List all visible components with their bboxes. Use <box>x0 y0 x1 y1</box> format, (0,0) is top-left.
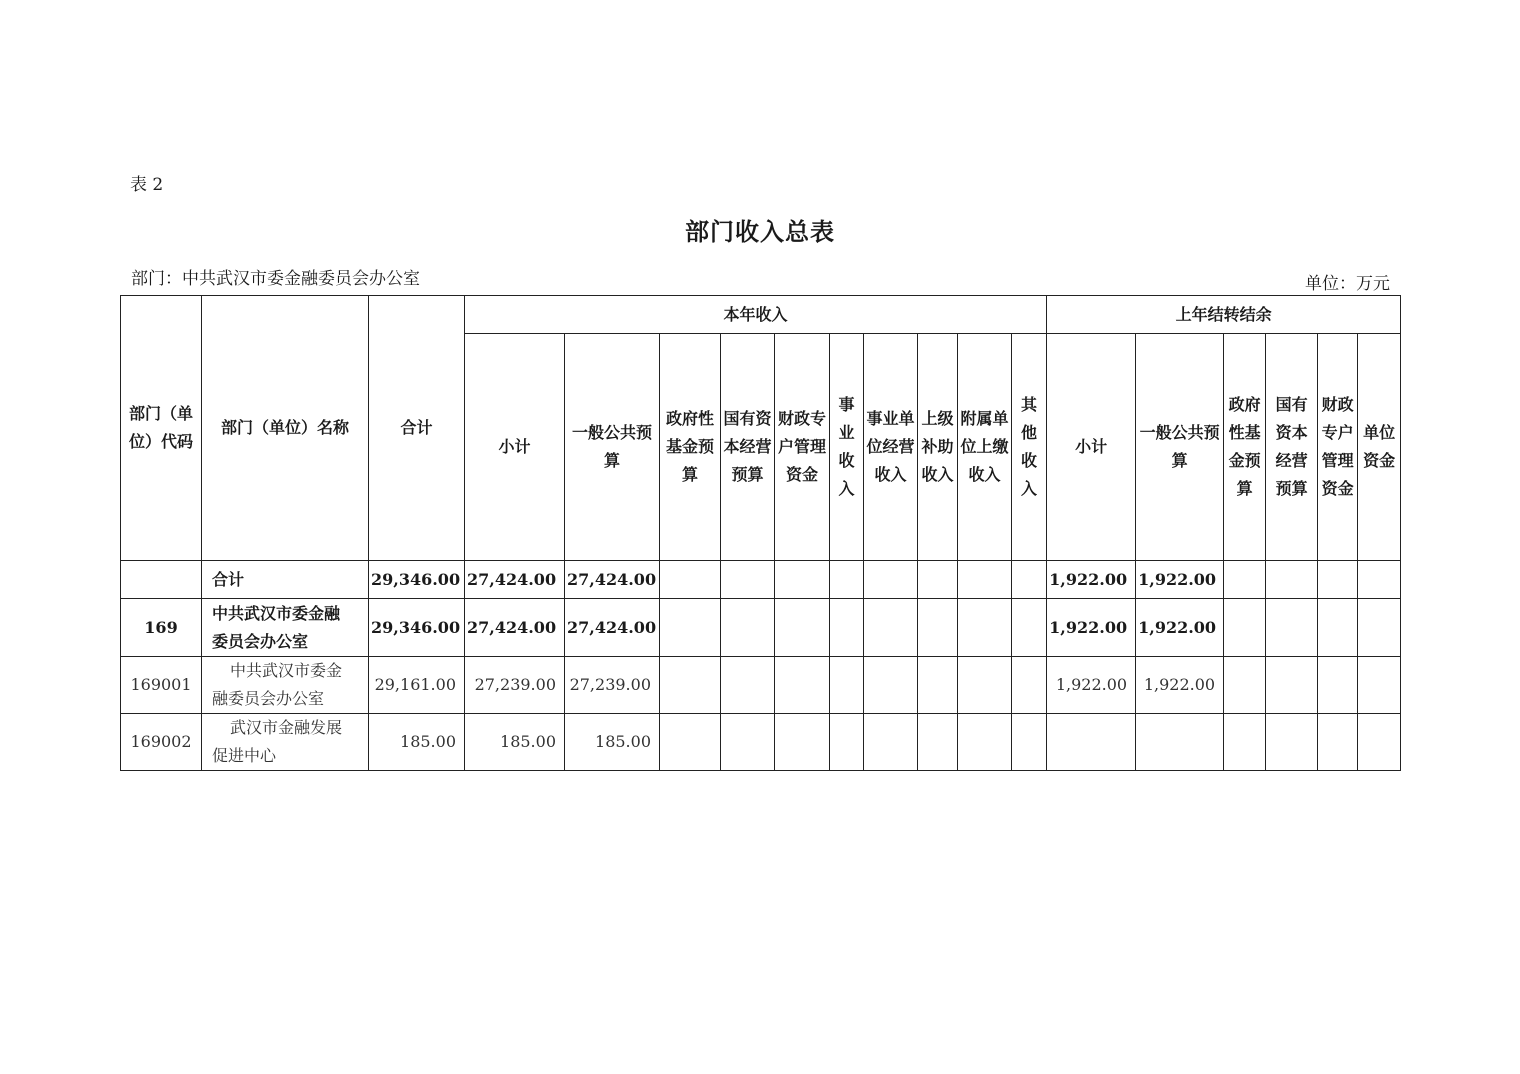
cell-name: 中共武汉市委金融 委员会办公室 <box>202 599 369 657</box>
table-row <box>121 599 1401 657</box>
header-cy-fiscal-special: 财政专户管理资金 <box>775 334 830 561</box>
cell-cy-general: 27,424.00 <box>565 599 660 657</box>
cell-total: 29,346.00 <box>369 561 465 599</box>
cell-total: 185.00 <box>369 714 465 771</box>
table-row <box>121 714 1401 771</box>
header-py-gov-fund: 政府性基金预算 <box>1224 334 1266 561</box>
header-cy-general-budget: 一般公共预算 <box>565 334 660 561</box>
cell-py-subtotal: 1,922.00 <box>1047 657 1136 714</box>
cell-code: 169 <box>121 599 202 657</box>
cell-cy-subtotal: 27,424.00 <box>465 561 565 599</box>
header-py-subtotal: 小计 <box>1047 334 1136 561</box>
cell-py-general: 1,922.00 <box>1136 561 1224 599</box>
cell-cy-general: 27,424.00 <box>565 561 660 599</box>
page-title: 部门收入总表 <box>685 217 835 246</box>
cell-code: 169002 <box>121 714 202 771</box>
header-cy-subtotal: 小计 <box>465 334 565 561</box>
header-cy-gov-fund: 政府性基金预算 <box>660 334 721 561</box>
cell-py-subtotal: 1,922.00 <box>1047 561 1136 599</box>
table-row <box>121 657 1401 714</box>
cell-cy-subtotal: 27,424.00 <box>465 599 565 657</box>
cell-cy-subtotal: 185.00 <box>465 714 565 771</box>
table-row-total <box>121 561 1401 599</box>
cell-py-general: 1,922.00 <box>1136 599 1224 657</box>
header-cy-affiliate-remit: 附属单位上缴收入 <box>958 334 1012 561</box>
income-summary-table <box>120 295 1401 771</box>
header-dept-name: 部门（单位）名称 <box>202 296 369 561</box>
cell-py-general: 1,922.00 <box>1136 657 1224 714</box>
cell-cy-subtotal: 27,239.00 <box>465 657 565 714</box>
cell-py-subtotal <box>1047 714 1136 771</box>
header-prior-year-carryover: 上年结转结余 <box>1047 296 1401 334</box>
cell-total: 29,161.00 <box>369 657 465 714</box>
department-label: 部门：中共武汉市委金融委员会办公室 <box>131 269 420 289</box>
cell-name: 合计 <box>202 561 369 599</box>
header-cy-business-income: 事业收入 <box>830 334 864 561</box>
header-py-unit-fund: 单位资金 <box>1358 334 1401 561</box>
cell-code <box>121 561 202 599</box>
cell-total: 29,346.00 <box>369 599 465 657</box>
cell-py-subtotal: 1,922.00 <box>1047 599 1136 657</box>
header-total: 合计 <box>369 296 465 561</box>
header-dept-code: 部门（单位）代码 <box>121 296 202 561</box>
cell-name: 中共武汉市委金 融委员会办公室 <box>202 657 369 714</box>
header-current-year-income: 本年收入 <box>465 296 1047 334</box>
table-number-label: 表 2 <box>130 175 164 195</box>
cell-code: 169001 <box>121 657 202 714</box>
header-cy-operating-income: 事业单位经营收入 <box>864 334 918 561</box>
header-cy-state-capital: 国有资本经营预算 <box>721 334 775 561</box>
cell-py-general <box>1136 714 1224 771</box>
cell-cy-general: 185.00 <box>565 714 660 771</box>
header-py-fiscal-special: 财政专户管理资金 <box>1318 334 1358 561</box>
header-cy-superior-subsidy: 上级补助收入 <box>918 334 958 561</box>
header-py-state-capital: 国有资本经营预算 <box>1266 334 1318 561</box>
unit-label: 单位：万元 <box>1305 274 1390 294</box>
header-py-general-budget: 一般公共预算 <box>1136 334 1224 561</box>
cell-name: 武汉市金融发展 促进中心 <box>202 714 369 771</box>
header-cy-other-income: 其他收入 <box>1012 334 1047 561</box>
cell-cy-general: 27,239.00 <box>565 657 660 714</box>
